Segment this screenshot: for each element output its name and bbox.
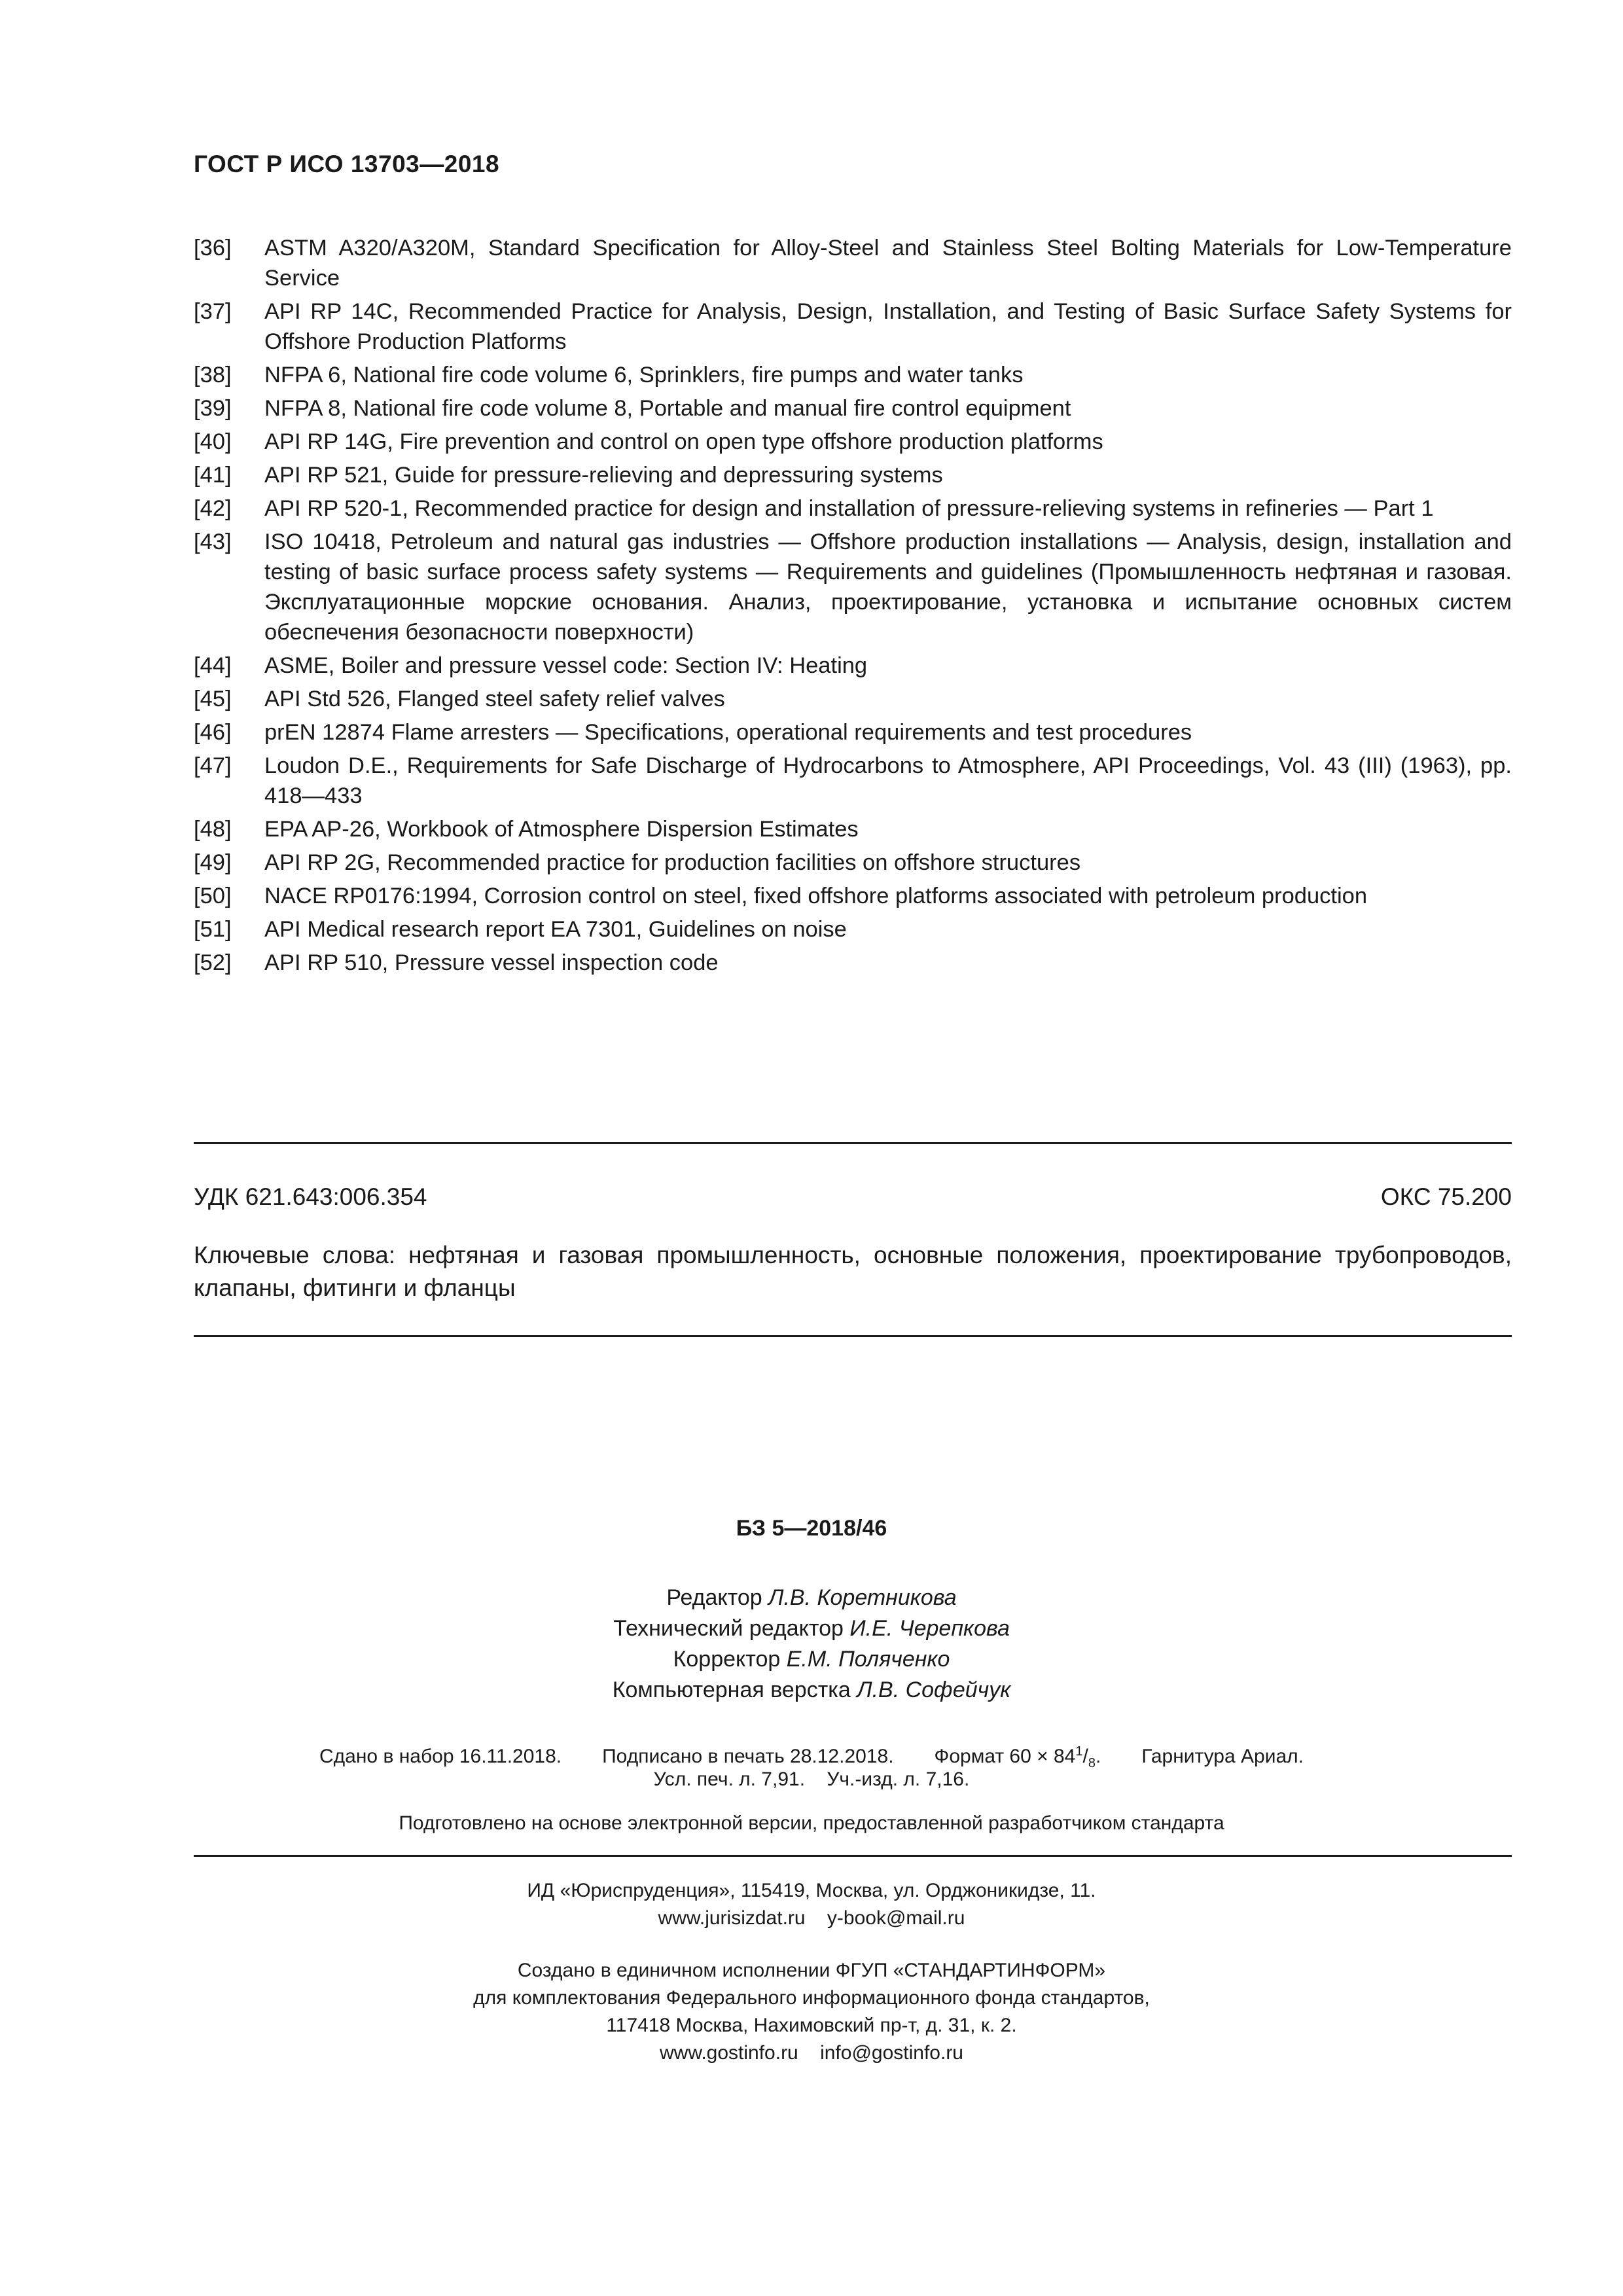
ref-number: [50] — [194, 884, 232, 908]
credit-name: И.Е. Черепкова — [849, 1616, 1010, 1641]
ref-number: [45] — [194, 687, 232, 711]
ref-text: API RP 2G, Recommended practice for production facilities on offshore structures — [264, 850, 1081, 875]
credit-name: Л.В. Коретникова — [768, 1585, 957, 1610]
list-item — [194, 848, 1512, 878]
list-item — [194, 360, 1512, 390]
oks-code: ОКС 75.200 — [1380, 1183, 1512, 1210]
ref-number: [51] — [194, 917, 232, 942]
list-item — [194, 914, 1512, 944]
producer-block — [0, 1957, 1623, 2067]
sheets-info: Усл. печ. л. 7,91. Уч.-изд. л. 7,16. — [653, 1768, 970, 1790]
ref-number: [48] — [194, 817, 232, 842]
list-item — [194, 751, 1512, 811]
credit-role: Технический редактор — [613, 1616, 844, 1641]
producer-line: 117418 Москва, Нахимовский пр-т, д. 31, к. 2. — [606, 2015, 1017, 2036]
list-item — [194, 233, 1512, 293]
credit-line — [0, 1675, 1623, 1706]
divider-imprint — [194, 1855, 1512, 1857]
udk-code: УДК 621.643:006.354 — [194, 1183, 427, 1210]
ref-text: ISO 10418, Petroleum and natural gas industries — Offshore production installations — Analysis, design, installation and testing of basic surface process safety systems — Requirements and guidelines (Промышленность нефтяная и газовая. Эксплуатационные морские основания. Анализ, проектирование, установка и испытание основных систем обеспечения безопасности поверхности) — [264, 529, 1512, 645]
list-item — [194, 527, 1512, 647]
publisher-contacts: www.jurisizdat.ru y-book@mail.ru — [658, 1907, 965, 1929]
ref-text: Loudon D.E., Requirements for Safe Discharge of Hydrocarbons to Atmosphere, API Proceedings, Vol. 43 (III) (1963), pp. 418—433 — [264, 753, 1512, 808]
ref-text: API RP 14G, Fire prevention and control on open type offshore production platforms — [264, 429, 1103, 454]
ref-text: NACE RP0176:1994, Corrosion control on steel, fixed offshore platforms associated with petroleum production — [264, 884, 1368, 908]
ref-text: NFPA 6, National fire code volume 6, Sprinklers, fire pumps and water tanks — [264, 363, 1024, 387]
ref-number: [40] — [194, 429, 232, 454]
list-item — [194, 393, 1512, 423]
ref-number: [44] — [194, 653, 232, 678]
ref-text: ASME, Boiler and pressure vessel code: Section IV: Heating — [264, 653, 868, 678]
credit-role: Корректор — [673, 1647, 781, 1672]
ref-number: [42] — [194, 496, 232, 521]
list-item — [194, 460, 1512, 490]
credit-role: Компьютерная верстка — [612, 1677, 851, 1702]
divider-top — [194, 1142, 1512, 1144]
ref-number: [46] — [194, 720, 232, 745]
credit-line — [0, 1583, 1623, 1613]
ref-text: NFPA 8, National fire code volume 8, Portable and manual fire control equipment — [264, 396, 1071, 421]
credit-name: Л.В. Софейчук — [857, 1677, 1011, 1702]
ref-number: [47] — [194, 753, 232, 778]
ref-number: [37] — [194, 299, 232, 324]
credit-line — [0, 1613, 1623, 1644]
ref-text: prEN 12874 Flame arresters — Specifications, operational requirements and test procedures — [264, 720, 1192, 745]
list-item — [194, 651, 1512, 681]
list-item — [194, 427, 1512, 457]
ref-number: [49] — [194, 850, 232, 875]
publisher-address: ИД «Юриспруденция», 115419, Москва, ул. Орджоникидзе, 11. — [527, 1880, 1096, 1901]
list-item — [194, 948, 1512, 978]
ref-number: [38] — [194, 363, 232, 387]
credits-block — [0, 1583, 1623, 1706]
ref-text: EPA AP-26, Workbook of Atmosphere Dispersion Estimates — [264, 817, 859, 842]
ref-number: [52] — [194, 950, 232, 975]
ref-number: [43] — [194, 529, 232, 554]
producer-line: для комплектования Федерального информационного фонда стандартов, — [473, 1987, 1150, 2009]
prepared-note: Подготовлено на основе электронной версии, предоставленной разработчиком стандарта — [399, 1812, 1224, 1834]
ref-text: API Std 526, Flanged steel safety relief valves — [264, 687, 725, 711]
format-info: Формат $60 \times 84^1/_8$. — [934, 1744, 1101, 1770]
ref-text: API RP 521, Guide for pressure-relieving and depressuring systems — [264, 463, 943, 488]
list-item — [194, 814, 1512, 844]
font-info: Гарнитура Ариал. — [1141, 1746, 1304, 1767]
ref-text: API RP 510, Pressure vessel inspection code — [264, 950, 719, 975]
list-item — [194, 296, 1512, 357]
ref-text: API RP 14C, Recommended Practice for Analysis, Design, Installation, and Testing of Basic Surface Safety Systems for Offshore Production Platforms — [264, 299, 1512, 354]
classification-codes — [194, 1183, 1512, 1211]
ref-number: [41] — [194, 463, 232, 488]
signed-date: Подписано в печать 28.12.2018. — [602, 1746, 894, 1767]
list-item — [194, 717, 1512, 747]
list-item — [194, 493, 1512, 524]
list-item — [194, 684, 1512, 714]
ref-number: [39] — [194, 396, 232, 421]
submitted-date: Сдано в набор 16.11.2018. — [319, 1746, 562, 1767]
ref-text: API Medical research report EA 7301, Guidelines on noise — [264, 917, 847, 942]
credit-name: Е.М. Поляченко — [786, 1647, 950, 1672]
credit-role: Редактор — [666, 1585, 762, 1610]
producer-line: Создано в единичном исполнении ФГУП «СТАНДАРТИНФОРМ» — [517, 1960, 1106, 1981]
keywords: Ключевые слова: нефтяная и газовая промышленность, основные положения, проектирование трубопроводов, клапаны, фитинги и фланцы — [194, 1242, 1512, 1301]
divider-bottom — [194, 1335, 1512, 1337]
ref-text: API RP 520-1, Recommended practice for design and installation of pressure-relieving systems in refineries — Part 1 — [264, 496, 1434, 521]
publisher-block — [0, 1877, 1623, 1932]
producer-contacts: www.gostinfo.ru info@gostinfo.ru — [659, 2042, 963, 2064]
ref-text: ASTM A320/A320M, Standard Specification for Alloy-Steel and Stainless Steel Bolting Materials for Low-Temperature Service — [264, 236, 1512, 291]
document-header: ГОСТ Р ИСО 13703—2018 — [194, 151, 500, 177]
list-item — [194, 881, 1512, 911]
bz-number: БЗ 5—2018/46 — [736, 1516, 887, 1541]
ref-number: [36] — [194, 236, 232, 260]
bibliography-list — [194, 233, 1512, 981]
credit-line — [0, 1644, 1623, 1675]
